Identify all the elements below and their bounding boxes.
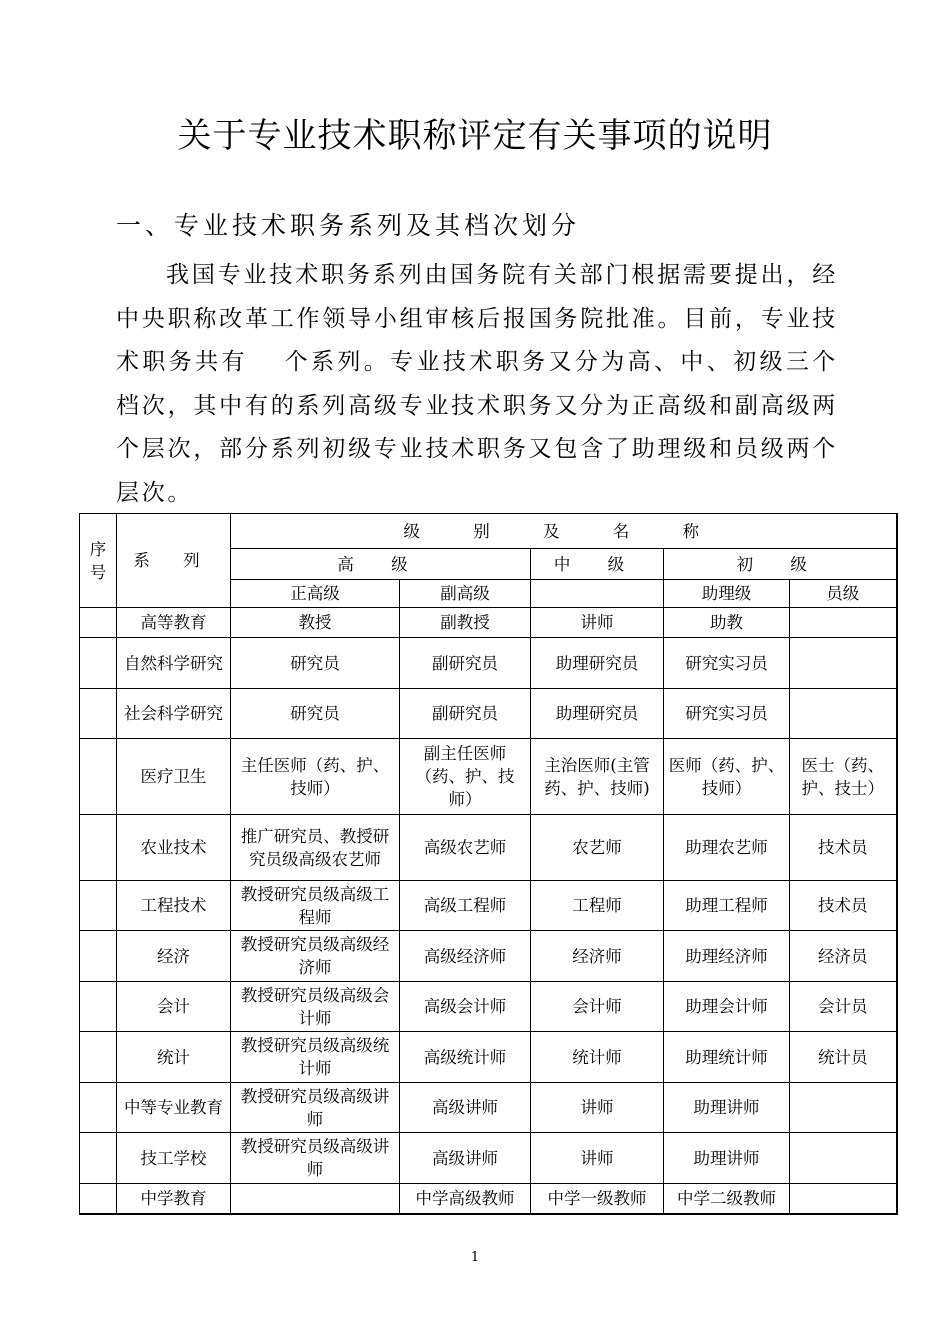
row-staff-cell [790,1184,897,1214]
row-intermediate-cell: 会计师 [531,982,664,1032]
paragraph-part-1: 我国专业技术职务系列由国务院有关部门根据需要提出，经中央职称改革工作领导小组审核后报国务院批准。目前，专业技术职务共有 [116,262,838,375]
row-deputy-senior-cell: 高级经济师 [400,931,531,982]
row-deputy-senior-cell: 副研究员 [400,689,531,739]
row-deputy-senior-cell: 高级讲师 [400,1133,531,1184]
row-series-cell: 农业技术 [117,815,231,881]
row-intermediate-cell: 经济师 [531,931,664,982]
row-deputy-senior-cell: 高级讲师 [400,1083,531,1133]
row-full-senior-cell: 推广研究员、教授研究员级高级农艺师 [231,815,400,881]
row-intermediate-cell: 中学一级教师 [531,1184,664,1214]
row-series-cell: 经济 [117,931,231,982]
row-full-senior-cell: 教授研究员级高级讲师 [231,1083,400,1133]
row-full-senior-cell: 教授研究员级高级会计师 [231,982,400,1032]
row-series-cell: 工程技术 [117,881,231,931]
row-staff-cell: 技术员 [790,815,897,881]
row-intermediate-cell: 助理研究员 [531,638,664,689]
row-series-cell: 自然科学研究 [117,638,231,689]
paragraph-part-2: 个系列。专业技术职务又分为高、中、初级三个档次，其中有的系列高级专业技术职务又分为正高级和副高级两个层次，部分系列初级专业技术职务又包含了助理级和员级两个层次。 [116,349,839,506]
deputy-senior-header: 副高级 [400,580,531,608]
row-staff-cell: 经济员 [790,931,897,982]
row-staff-cell [790,1083,897,1133]
table-row [80,881,897,931]
row-assistant-cell: 助理农艺师 [664,815,790,881]
row-series-cell: 技工学校 [117,1133,231,1184]
table-row [80,1133,897,1184]
row-assistant-cell: 研究实习员 [664,689,790,739]
row-deputy-senior-cell: 副主任医师（药、护、技师） [400,739,531,815]
table-row [80,982,897,1032]
table-row [80,931,897,982]
row-deputy-senior-cell: 副研究员 [400,638,531,689]
table-row [80,608,897,638]
row-staff-cell: 技术员 [790,881,897,931]
row-assistant-cell: 助理经济师 [664,931,790,982]
row-intermediate-cell: 讲师 [531,1083,664,1133]
table-row [80,1032,897,1083]
row-seq-cell [80,1032,117,1083]
row-series-cell: 医疗卫生 [117,739,231,815]
row-series-cell: 社会科学研究 [117,689,231,739]
row-series-cell: 会计 [117,982,231,1032]
row-staff-cell [790,689,897,739]
row-series-cell: 中等专业教育 [117,1083,231,1133]
staff-header: 员级 [790,580,897,608]
row-seq-cell [80,689,117,739]
full-senior-header: 正高级 [231,580,400,608]
assistant-header: 助理级 [664,580,790,608]
row-assistant-cell: 助教 [664,608,790,638]
table-body [80,608,897,1214]
row-intermediate-cell: 主治医师(主管药、护、技师) [531,739,664,815]
row-intermediate-cell: 讲师 [531,608,664,638]
table-row [80,739,897,815]
row-assistant-cell: 助理会计师 [664,982,790,1032]
row-assistant-cell: 医师（药、护、技师） [664,739,790,815]
page-title: 关于专业技术职称评定有关事项的说明 [177,116,773,156]
row-intermediate-cell: 讲师 [531,1133,664,1184]
table-row [80,1184,897,1214]
row-seq-cell [80,1184,117,1214]
row-seq-cell [80,1083,117,1133]
table-row [80,815,897,881]
row-seq-cell [80,982,117,1032]
row-series-cell: 统计 [117,1032,231,1083]
row-assistant-cell: 研究实习员 [664,638,790,689]
row-full-senior-cell: 教授研究员级高级工程师 [231,881,400,931]
row-seq-cell [80,1133,117,1184]
row-staff-cell: 统计员 [790,1032,897,1083]
row-staff-cell [790,638,897,689]
row-deputy-senior-cell: 高级会计师 [400,982,531,1032]
row-full-senior-cell: 教授研究员级高级讲师 [231,1133,400,1184]
row-seq-cell [80,931,117,982]
table-row [80,1083,897,1133]
row-full-senior-cell: 教授研究员级高级经济师 [231,931,400,982]
row-intermediate-cell: 统计师 [531,1032,664,1083]
row-seq-cell [80,638,117,689]
body-paragraph [116,254,838,515]
section-heading: 一、专业技术职务系列及其档次划分 [116,211,581,240]
row-deputy-senior-cell: 高级农艺师 [400,815,531,881]
row-deputy-senior-cell: 中学高级教师 [400,1184,531,1214]
row-assistant-cell: 助理讲师 [664,1083,790,1133]
row-full-senior-cell: 教授 [231,608,400,638]
row-staff-cell [790,608,897,638]
row-full-senior-cell: 主任医师（药、护、技师） [231,739,400,815]
row-deputy-senior-cell: 高级工程师 [400,881,531,931]
row-intermediate-cell: 工程师 [531,881,664,931]
row-seq-cell [80,608,117,638]
intermediate-sub-header [531,580,664,608]
row-seq-cell [80,815,117,881]
row-seq-cell [80,739,117,815]
row-full-senior-cell: 研究员 [231,638,400,689]
table-row [80,689,897,739]
row-full-senior-cell: 教授研究员级高级统计师 [231,1032,400,1083]
seq-header: 序号 [80,514,117,608]
row-staff-cell [790,1133,897,1184]
row-assistant-cell: 中学二级教师 [664,1184,790,1214]
row-deputy-senior-cell: 副教授 [400,608,531,638]
row-full-senior-cell [231,1184,400,1214]
row-assistant-cell: 助理讲师 [664,1133,790,1184]
row-assistant-cell: 助理统计师 [664,1032,790,1083]
row-assistant-cell: 助理工程师 [664,881,790,931]
row-series-cell: 高等教育 [117,608,231,638]
series-header: 系 列 [117,514,231,608]
row-intermediate-cell: 助理研究员 [531,689,664,739]
table-row [80,638,897,689]
row-staff-cell: 会计员 [790,982,897,1032]
level-name-header: 级 别 及 名 称 [231,514,897,549]
row-staff-cell: 医士（药、护、技士） [790,739,897,815]
title-grades-table [79,513,898,1215]
row-intermediate-cell: 农艺师 [531,815,664,881]
intermediate-header: 中 级 [531,549,664,580]
row-deputy-senior-cell: 高级统计师 [400,1032,531,1083]
senior-header: 高 级 [231,549,531,580]
page-number: 1 [470,1250,480,1265]
junior-header: 初 级 [664,549,897,580]
row-series-cell: 中学教育 [117,1184,231,1214]
row-full-senior-cell: 研究员 [231,689,400,739]
row-seq-cell [80,881,117,931]
